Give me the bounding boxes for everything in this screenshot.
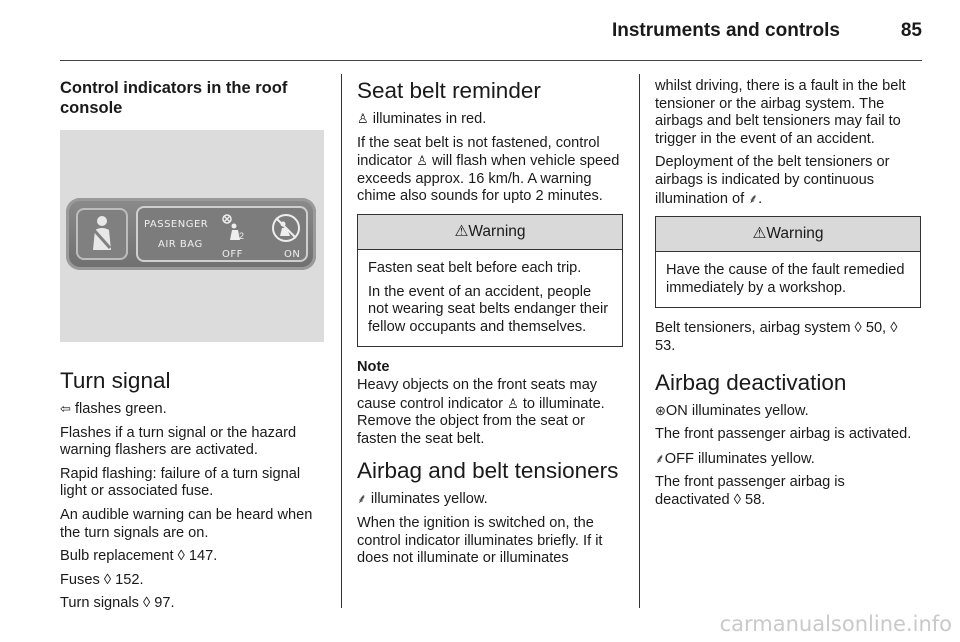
airbag-off-desc: The front passenger airbag is deactivated ◊ 58. [655,474,845,508]
warning-icon: ⚠ [752,225,767,243]
airbag-icon: ⸙ [357,491,367,507]
page-ref-icon: ◊ [103,571,112,588]
warning-header: ⚠Warning [656,217,920,252]
turn-signal-icon: ⇦ [60,401,71,416]
turn-signal-p1: ⇦ flashes green. [60,401,167,417]
watermark: carmanualsonline.info [719,612,952,636]
seatbelt-icon [78,210,126,258]
page-number: 85 [900,20,922,41]
airbag-on-icon: ⊛ [655,402,666,418]
bulb-replacement-ref[interactable]: Bulb replacement ◊ 147. [60,548,218,565]
belt-tensioners-ref[interactable]: Belt tensioners, airbag system ◊ 50, ◊ 53. [655,320,898,354]
turn-signals-ref[interactable]: Turn signals ◊ 97. [60,595,175,612]
column-divider [341,74,342,608]
airbag-on-line: ⊛ON illuminates yellow. [655,402,809,419]
page-ref-icon: ◊ [143,595,151,612]
airbag-deactivation-heading: Airbag deactivation [655,369,847,395]
turn-signal-heading: Turn signal [60,368,171,393]
turn-signal-p3: Rapid flashing: failure of a turn signal light or associated fuse. [60,465,301,500]
warning-icon: ⚠ [454,222,469,240]
seatbelt-reminder-heading: Seat belt reminder [357,78,541,103]
seatbelt-icon: ♙ [357,111,369,126]
off-label: OFF [222,249,243,260]
seatbelt-p2: If the seat belt is not fastened, control indicator ♙ will flash when vehicle speed exceeds approx. 16 km/h. A warning chime also sounds for upto 2 minutes. [357,134,620,205]
col3-p2: Deployment of the belt tensioners or airbags is indicated by continuous illumination of ⸙. [655,154,890,207]
turn-signal-p2: Flashes if a turn signal or the hazard warning flashers are activated. [60,424,297,459]
roof-console-panel [66,198,316,270]
roof-console-photo [60,130,324,342]
airbag-tensioners-p1: ⸙ illuminates yellow. [357,491,488,508]
page-ref-icon: ◊ [733,491,741,508]
column-3 [655,78,921,516]
page-ref-icon: ◊ [854,320,862,337]
turn-signal-p4: An audible warning can be heard when the turn signals are on. [60,506,313,541]
seatbelt-p1: ♙ illuminates in red. [357,111,487,127]
page-header-title: Instruments and controls [611,20,840,41]
warning-text: Have the cause of the fault remedied immediately by a workshop. [666,262,905,296]
page-ref-icon: ◊ [177,548,185,565]
airbag-tensioners-p2: When the ignition is switched on, the control indicator illuminates briefly. If it does not illuminate or illuminates [357,514,603,567]
column-2 [357,78,623,574]
airbag-label: AIR BAG [158,239,203,250]
airbag-off-icon [218,212,248,242]
seatbelt-reminder-button [76,208,128,260]
column-1 [60,78,326,619]
svg-text:2: 2 [239,231,245,241]
note-label: Note [357,359,390,376]
col3-p1: whilst driving, there is a fault in the belt tensioner or the airbag system. The airbags and belt tensioners may fail to trigger in the event of an accident. [655,78,906,147]
note-text: Heavy objects on the front seats may cause control indicator ♙ to illuminate. Remove the object from the seat or fasten the seat belt. [357,376,605,447]
on-label: ON [284,249,301,260]
fuses-ref[interactable]: Fuses ◊ 152. [60,571,144,588]
seatbelt-icon: ♙ [416,153,428,169]
airbag-off-icon: ⸙ [655,450,665,466]
passenger-airbag-panel [136,206,308,262]
column-divider [639,74,640,608]
airbag-tensioners-heading: Airbag and belt tensioners [357,458,619,484]
roof-console-heading: Control indicators in the roof console [60,79,288,117]
passenger-label: PASSENGER [144,219,209,230]
airbag-off-line: ⸙OFF illuminates yellow. [655,450,815,467]
header-rule [60,60,922,61]
seatbelt-warning-box [357,214,623,347]
seatbelt-icon: ♙ [507,395,519,411]
fault-warning-box [655,216,921,308]
page-ref-icon: ◊ [890,320,898,337]
warning-header: ⚠Warning [358,215,622,250]
warning-text: In the event of an accident, people not wearing seat belts endanger their fellow occupants and themselves. [368,283,609,335]
warning-text: Fasten seat belt before each trip. [368,259,582,276]
airbag-on-desc: The front passenger airbag is activated. [655,426,912,443]
airbag-icon: ⸙ [748,190,759,206]
airbag-on-icon [270,212,302,244]
